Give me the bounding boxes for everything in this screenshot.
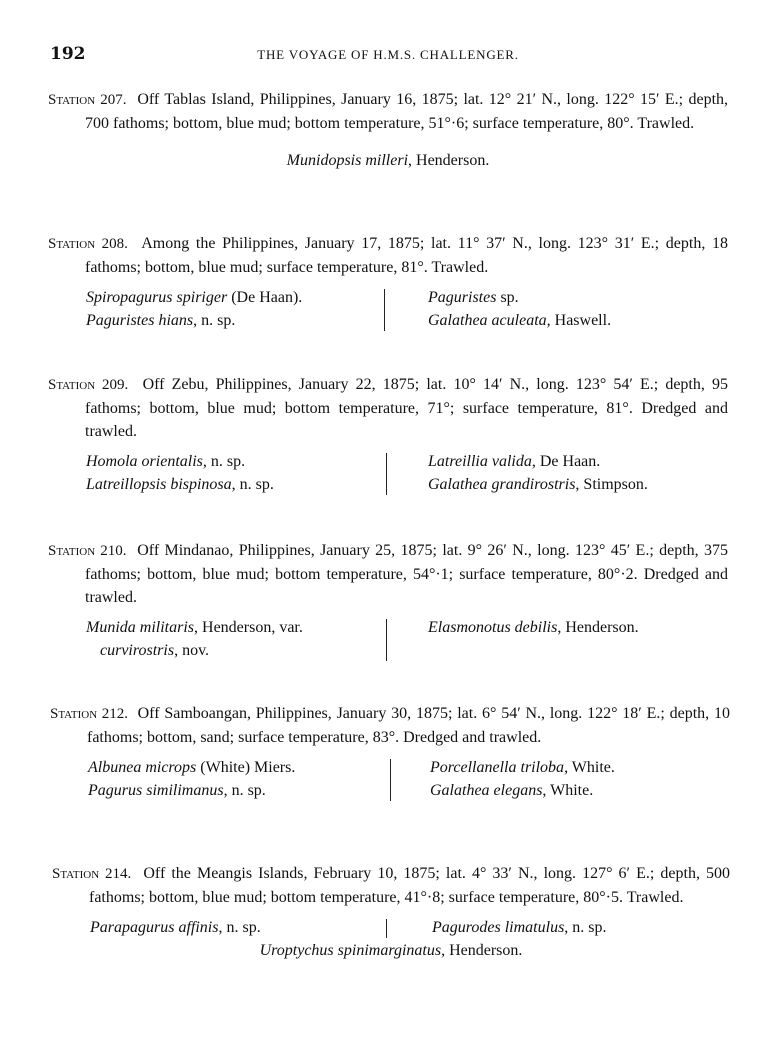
species-name: Spiropagurus spiriger — [86, 289, 228, 306]
species-entry — [428, 309, 611, 332]
species-authority: , White. — [564, 759, 615, 776]
species-name: Munida militaris — [86, 619, 195, 636]
column-divider — [386, 919, 387, 938]
species-authority: , Henderson, var. — [194, 619, 303, 636]
species-authority: , n. sp. — [193, 312, 236, 329]
species-authority: , n. sp. — [218, 919, 261, 936]
page-number: 192 — [50, 44, 86, 64]
species-name: Galathea aculeata — [428, 312, 547, 329]
species-entry — [432, 916, 607, 939]
species-entry — [428, 286, 611, 309]
species-entry — [90, 916, 384, 939]
species-right-column — [384, 916, 607, 939]
species-name: Albunea microps — [88, 759, 197, 776]
station-description — [48, 539, 728, 609]
species-entry — [430, 756, 615, 779]
species-entry — [428, 450, 648, 473]
species-entry — [86, 473, 392, 496]
species-entry — [86, 616, 392, 639]
species-authority: , n. sp. — [231, 476, 274, 493]
station-214 — [52, 862, 730, 962]
station-details: Off the Meangis Islands, February 10, 1875; lat. 4° 33′ N., long. 127° 6′ E.; depth, 500 fathoms; bottom, blue mud; bottom temperature, 41°·8; surface temperature, 80°·5. Trawled. — [89, 865, 731, 906]
species-columns — [52, 916, 730, 962]
column-divider — [386, 453, 387, 495]
station-209 — [48, 373, 728, 496]
species-authority: (White) Miers. — [196, 759, 296, 776]
species-right-column — [394, 756, 615, 802]
species-entry — [86, 286, 392, 309]
species-left-column — [86, 450, 392, 496]
station-label: Station 214. — [52, 866, 132, 882]
species-columns — [48, 286, 728, 332]
species-columns — [48, 616, 728, 662]
species-name: Galathea elegans — [430, 782, 543, 799]
species-single — [48, 149, 728, 172]
species-entry — [86, 309, 392, 332]
species-left-column — [88, 756, 394, 802]
species-authority: , White. — [542, 782, 594, 799]
column-divider — [390, 759, 391, 801]
species-right-column — [392, 286, 611, 332]
station-details: Off Mindanao, Philippines, January 25, 1875; lat. 9° 26′ N., long. 123° 45′ E.; depth, 375 fathoms; bottom, blue mud; bottom temperature, 54°·1; surface temperature, 80°·2. Dredged and trawled. — [85, 542, 729, 606]
species-authority: sp. — [496, 289, 519, 306]
species-name: curvirostris — [100, 642, 175, 659]
station-label: Station 207. — [48, 92, 127, 108]
species-single — [52, 939, 730, 962]
species-authority: , n. sp. — [202, 453, 246, 470]
species-left-column — [86, 286, 392, 332]
species-name: Parapagurus affinis — [90, 919, 219, 936]
station-207 — [48, 88, 728, 172]
species-entry — [287, 152, 490, 169]
species-name: Latreillia valida — [428, 453, 532, 470]
station-210 — [48, 539, 728, 662]
running-title: THE VOYAGE OF H.M.S. CHALLENGER. — [257, 47, 519, 62]
station-212 — [50, 702, 730, 802]
station-label: Station 212. — [50, 706, 128, 722]
station-label: Station 209. — [48, 377, 129, 393]
species-columns — [50, 756, 730, 802]
station-description — [52, 862, 730, 909]
page-header — [50, 44, 726, 68]
species-entry — [430, 779, 615, 802]
station-details: Off Samboangan, Philippines, January 30, 1875; lat. 6° 54′ N., long. 122° 18′ E.; depth, 10 fathoms; bottom, sand; surface temperature, 83°. Dredged and trawled. — [87, 705, 730, 746]
species-left-column — [90, 916, 384, 939]
species-name: Paguristes hians — [86, 312, 194, 329]
species-name: Elasmonotus debilis — [428, 619, 558, 636]
species-name: Pagurodes limatulus — [432, 919, 565, 936]
species-authority: , Henderson. — [441, 942, 523, 959]
species-columns — [48, 450, 728, 496]
species-authority: , Henderson. — [557, 619, 639, 636]
species-right-column — [392, 450, 648, 496]
species-authority: , nov. — [174, 642, 210, 659]
column-divider — [386, 619, 387, 661]
species-name: Latreillopsis bispinosa — [86, 476, 232, 493]
species-entry — [88, 756, 394, 779]
species-authority: , Haswell. — [546, 312, 612, 329]
station-details: Among the Philippines, January 17, 1875; lat. 11° 37′ N., long. 123° 31′ E.; depth, 18 fathoms; bottom, blue mud; surface temperature, 81°. Trawled. — [85, 235, 728, 276]
species-entry — [88, 779, 394, 802]
species-authority: , n. sp. — [564, 919, 607, 936]
station-details: Off Tablas Island, Philippines, January 16, 1875; lat. 12° 21′ N., long. 122° 15′ E.; depth, 700 fathoms; bottom, blue mud; bottom temperature, 51°·6; surface temperature, 80°. Trawled. — [85, 91, 729, 132]
species-name: Homola orientalis — [86, 453, 203, 470]
species-left-column — [86, 616, 392, 662]
species-authority: , De Haan. — [531, 453, 601, 470]
species-authority: , Henderson. — [408, 152, 490, 169]
station-description — [48, 373, 728, 443]
species-name: Porcellanella triloba — [430, 759, 565, 776]
station-description — [48, 88, 728, 135]
species-name: Galathea grandirostris — [428, 476, 576, 493]
species-name: Munidopsis milleri — [286, 152, 409, 169]
species-authority: , Stimpson. — [575, 476, 648, 493]
station-label: Station 210. — [48, 543, 127, 559]
station-description — [48, 232, 728, 279]
species-entry-continued — [86, 639, 392, 662]
station-label: Station 208. — [48, 236, 128, 252]
species-authority: (De Haan). — [227, 289, 303, 306]
species-name: Paguristes — [428, 289, 497, 306]
species-name: Uroptychus spinimarginatus — [259, 942, 442, 959]
column-divider — [384, 289, 385, 331]
species-right-column — [392, 616, 639, 639]
species-entry — [428, 473, 648, 496]
species-name: Pagurus similimanus — [88, 782, 224, 799]
species-authority: , n. sp. — [223, 782, 266, 799]
station-208 — [48, 232, 728, 332]
species-entry — [428, 616, 639, 639]
station-description — [50, 702, 730, 749]
species-entry — [86, 450, 392, 473]
station-details: Off Zebu, Philippines, January 22, 1875; lat. 10° 14′ N., long. 123° 54′ E.; depth, 95 fathoms; bottom, blue mud; bottom temperature, 71°; surface temperature, 81°. Dredged and trawled. — [85, 376, 728, 440]
